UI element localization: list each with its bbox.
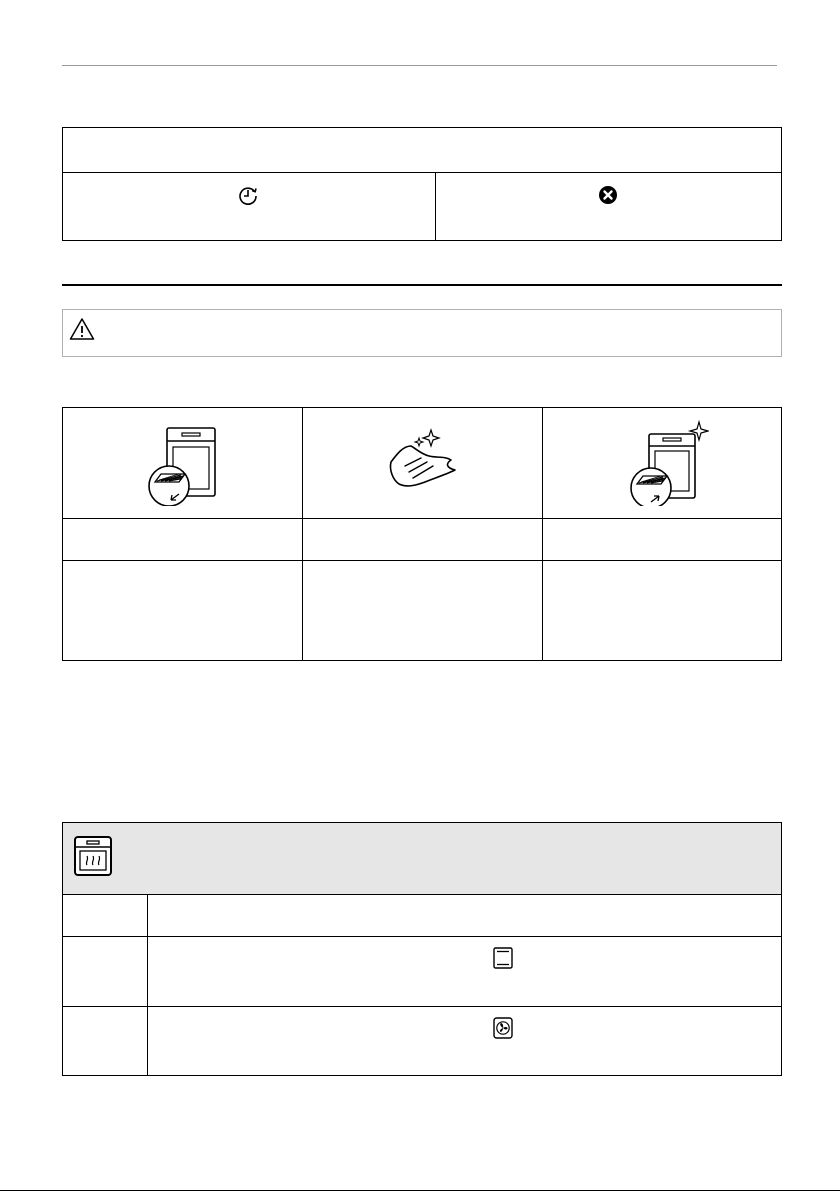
warning-box [62,309,782,357]
cleaning-row-divider-2 [63,560,781,561]
warning-triangle-icon [69,317,95,341]
timer-table [62,127,782,241]
page-bottom-rule [0,1190,840,1191]
oven-heating-icon [73,835,113,877]
section-rule [62,284,782,286]
remove-shelf-icon [137,422,221,506]
header-rule [62,65,777,66]
install-shelf-sparkle-icon [621,420,709,506]
timer-left-cell [63,172,435,240]
fan-icon [493,1017,513,1039]
cancel-circle-icon [598,185,618,205]
cleaning-row-divider-1 [63,518,781,519]
cleaning-col-divider-2 [542,408,543,660]
function-col-divider [147,894,148,1075]
clock-refresh-icon [235,182,261,208]
function-row-divider-2 [63,1006,781,1007]
cleaning-table [62,407,782,661]
function-row-divider-0 [63,894,781,895]
cloth-sparkle-icon [381,424,465,494]
timer-right-cell [436,172,781,240]
function-row-divider-1 [63,936,781,937]
function-table [62,822,782,1076]
top-bottom-heat-icon [493,947,513,969]
function-table-header [63,823,781,894]
cleaning-col-divider-1 [302,408,303,660]
